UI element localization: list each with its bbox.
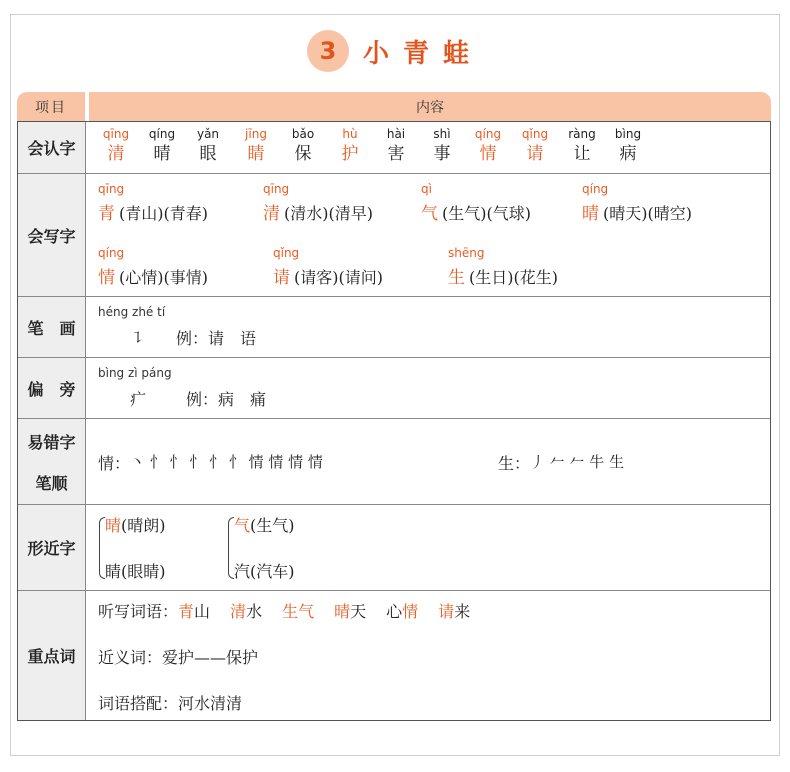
char-pinyin: bìng [614,127,642,141]
radical-content [88,358,770,418]
dictation-word: 青山 [178,602,211,621]
write-item [98,246,208,288]
row-stroke [18,296,770,357]
recognize-char [380,126,412,165]
order-left-char: 情： [98,454,131,473]
row-label: 会认字 [18,122,86,173]
recognize-char [566,126,598,165]
char-pinyin: jīng [245,127,267,141]
dictation-word: 心情 [386,602,419,621]
write-words: (清水)(清早) [284,204,373,223]
write-words: (晴天)(晴空) [603,204,692,223]
char-pinyin: shì [433,127,451,141]
row-label-line1: 易错字 [27,432,76,452]
write-char: 情 [98,268,115,288]
char-pinyin: qǐng [521,127,549,141]
recognize-char [612,126,644,165]
write-pinyin: qīng [263,182,290,196]
similar-content [88,505,770,590]
char-glyph: 事 [433,144,451,164]
char-glyph: 病 [619,144,637,164]
lesson-title: 小青蛙 [362,38,483,69]
similar-group2-item2: 汽(汽车) [234,562,295,581]
lesson-heading [0,30,790,72]
recognize-char [240,126,272,165]
write-char: 清 [263,204,280,224]
collocation-line: 词语搭配：河水清清 [98,694,243,713]
char-glyph: 保 [294,144,312,164]
header-content: 内容 [89,92,771,121]
write-char: 生 [448,268,465,288]
write-pinyin: qì [421,182,432,196]
row-label: 重点词 [18,591,86,720]
char-glyph: 眼 [199,144,217,164]
header-item: 项目 [17,92,85,121]
radical-glyph: 疒 [130,390,147,409]
recognize-char [472,126,504,165]
char-pinyin: qíng [148,127,176,141]
write-item [263,182,373,224]
char-glyph: 护 [341,144,359,164]
recognize-char [519,126,551,165]
radical-example: 例：病 痛 [186,390,267,409]
recognize-char [146,126,178,165]
write-words: (青山)(青春) [119,204,208,223]
char-pinyin: qīng [102,127,130,141]
write-words: (生日)(花生) [469,268,558,287]
dictation-word: 请来 [438,602,471,621]
order-left-steps: 丶 忄 忄 忄 忄 忄 情 情 情 情 [130,453,323,471]
write-pinyin: shēng [448,246,485,260]
char-glyph: 害 [387,144,405,164]
recognize-char [100,126,132,165]
dictation-word: 清水 [230,602,263,621]
row-label: 偏 旁 [18,358,86,418]
similar-group1-item2: 睛(眼睛) [105,562,166,581]
stroke-pinyin: héng zhé tí [98,305,166,319]
recognize-char [287,126,319,165]
char-glyph: 晴 [153,144,171,164]
row-similar [18,504,770,590]
write-item [448,246,558,288]
write-item [582,182,692,224]
char-glyph: 睛 [247,144,265,164]
lesson-table [17,121,771,721]
stroke-content [88,297,770,357]
recognize-char [426,126,458,165]
write-words: (生气)(气球) [442,204,531,223]
row-recognize [18,122,770,173]
write-pinyin: qǐng [273,246,300,260]
recognize-chars [88,122,770,173]
write-content [88,174,770,296]
row-key-words [18,590,770,720]
stroke-glyph: ㇊ [130,328,147,347]
recognize-char [334,126,366,165]
char-glyph: 请 [526,144,544,164]
char-pinyin: hù [342,127,358,141]
stroke-example: 例：请 语 [176,329,257,348]
row-radical [18,357,770,418]
char-glyph: 让 [573,144,591,164]
write-char: 晴 [582,204,599,224]
key-content [88,591,770,720]
order-right-char: 生： [498,454,531,473]
order-right-steps: 丿 𠂉 𠂉 牛 生 [530,453,625,471]
row-label: 会写字 [18,174,86,296]
row-label [18,419,86,504]
char-pinyin: yǎn [196,127,220,141]
write-char: 请 [273,268,290,288]
dictation-word: 生气 [282,602,315,621]
write-pinyin: qīng [98,182,125,196]
recognize-char [192,126,224,165]
write-item [98,182,208,224]
row-label-line2: 笔顺 [35,473,68,493]
write-pinyin: qíng [98,246,125,260]
char-glyph: 情 [479,144,497,164]
row-label: 形近字 [18,505,86,590]
lesson-number-badge: 3 [307,30,349,72]
similar-group1-item1: 晴(晴朗) [105,516,166,535]
dictation-label: 听写词语： [98,602,179,621]
write-char: 青 [98,204,115,224]
synonym-line: 近义词：爱护——保护 [98,648,259,667]
row-write [18,173,770,296]
write-item [273,246,383,288]
dictation-word: 晴天 [334,602,367,621]
char-glyph: 清 [107,144,125,164]
row-stroke-order [18,418,770,504]
write-words: (请客)(请问) [294,268,383,287]
write-char: 气 [421,204,438,224]
char-pinyin: ràng [568,127,596,141]
radical-pinyin: bìng zì páng [98,366,172,380]
write-words: (心情)(事情) [119,268,208,287]
order-content [88,419,770,504]
row-label: 笔 画 [18,297,86,357]
char-pinyin: qíng [474,127,502,141]
write-pinyin: qíng [582,182,609,196]
similar-group2-item1: 气(生气) [234,516,295,535]
dictation-line [98,599,490,622]
char-pinyin: hài [386,127,406,141]
char-pinyin: bǎo [291,127,315,141]
write-item [421,182,531,224]
